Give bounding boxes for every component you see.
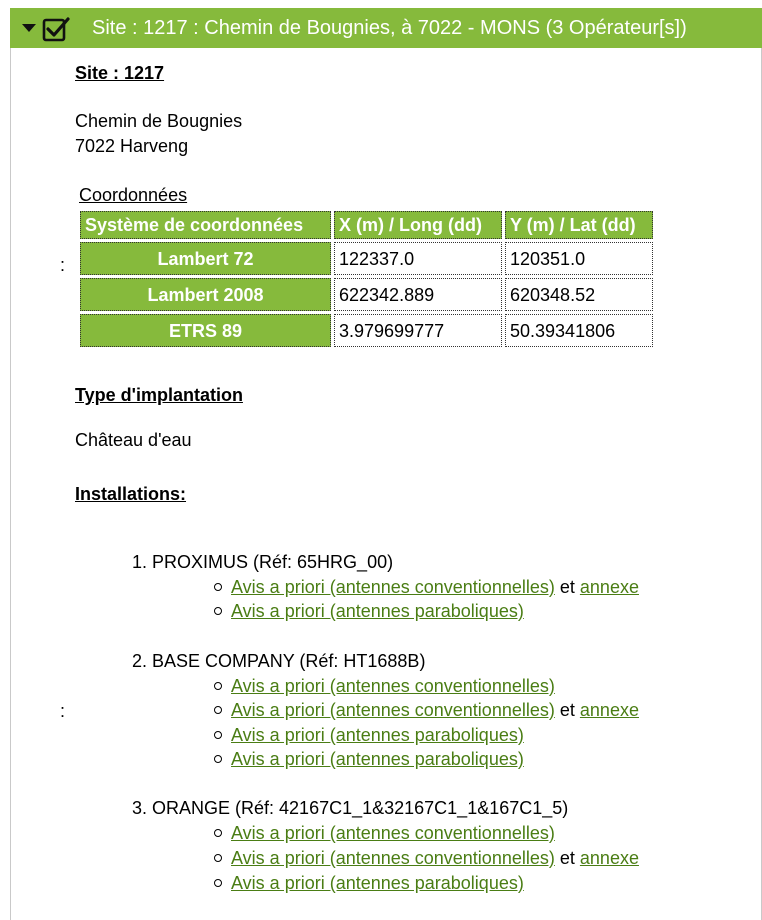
circle-bullet-icon xyxy=(214,854,222,862)
circle-bullet-icon xyxy=(214,755,222,763)
circle-bullet-icon xyxy=(214,829,222,837)
avis-parabolic-link[interactable]: Avis a priori (antennes paraboliques) xyxy=(231,725,524,745)
coordinate-system-label: Lambert 2008 xyxy=(80,278,331,311)
column-header-x: X (m) / Long (dd) xyxy=(334,211,502,239)
document-link-row xyxy=(214,675,555,697)
implantation-value: Château d'eau xyxy=(75,430,192,450)
implantation-heading: Type d'implantation xyxy=(75,385,243,405)
x-value: 122337.0 xyxy=(334,242,502,275)
table-row xyxy=(80,278,653,311)
y-value: 120351.0 xyxy=(505,242,653,275)
installation-item: 1. PROXIMUS (Réf: 65HRG_00) xyxy=(132,552,394,572)
coordinates-caption: Coordonnées xyxy=(79,185,188,205)
avis-conventional-link[interactable]: Avis a priori (antennes conventionnelles) xyxy=(231,700,555,720)
installation-item: 2. BASE COMPANY (Réf: HT1688B) xyxy=(132,651,426,671)
circle-bullet-icon xyxy=(214,682,222,690)
row-marker: : xyxy=(60,701,66,721)
document-link-row xyxy=(214,699,639,721)
avis-conventional-link[interactable]: Avis a priori (antennes conventionnelles) xyxy=(231,848,555,868)
circle-bullet-icon xyxy=(214,879,222,887)
document-link-row xyxy=(214,576,639,598)
circle-bullet-icon xyxy=(214,706,222,714)
conjunction-text: et xyxy=(559,848,575,868)
avis-parabolic-link[interactable]: Avis a priori (antennes paraboliques) xyxy=(231,601,524,621)
site-header-bar[interactable] xyxy=(10,8,762,48)
coordinate-system-label: Lambert 72 xyxy=(80,242,331,275)
table-row xyxy=(80,242,653,275)
coordinate-system-label: ETRS 89 xyxy=(80,314,331,347)
table-row xyxy=(80,314,653,347)
site-heading: Site : 1217 xyxy=(75,63,165,83)
row-marker: : xyxy=(60,255,66,275)
annex-link[interactable]: annexe xyxy=(579,700,639,720)
avis-parabolic-link[interactable]: Avis a priori (antennes paraboliques) xyxy=(231,749,524,769)
avis-conventional-link[interactable]: Avis a priori (antennes conventionnelles) xyxy=(231,676,555,696)
document-link-row xyxy=(214,822,555,844)
address-street: Chemin de Bougnies xyxy=(75,111,243,131)
installations-heading: Installations: xyxy=(75,484,187,504)
y-value: 50.39341806 xyxy=(505,314,653,347)
table-header-row xyxy=(80,211,653,239)
document-link-row xyxy=(214,847,639,869)
avis-conventional-link[interactable]: Avis a priori (antennes conventionnelles) xyxy=(231,577,555,597)
y-value: 620348.52 xyxy=(505,278,653,311)
document-link-row xyxy=(214,872,524,894)
circle-bullet-icon xyxy=(214,607,222,615)
conjunction-text: et xyxy=(559,700,575,720)
annex-link[interactable]: annexe xyxy=(579,848,639,868)
annex-link[interactable]: annexe xyxy=(579,577,639,597)
conjunction-text: et xyxy=(559,577,575,597)
document-link-row xyxy=(214,600,524,622)
checkbox-checked-icon[interactable] xyxy=(42,16,70,42)
address-postal-city: 7022 Harveng xyxy=(75,136,189,156)
site-header-title: Site : 1217 : Chemin de Bougnies, à 7022 - MONS (3 Opérateur[s]) xyxy=(92,17,687,39)
circle-bullet-icon xyxy=(214,583,222,591)
avis-conventional-link[interactable]: Avis a priori (antennes conventionnelles) xyxy=(231,823,555,843)
circle-bullet-icon xyxy=(214,731,222,739)
coordinates-table xyxy=(77,208,656,350)
document-link-row xyxy=(214,748,524,770)
installation-item: 3. ORANGE (Réf: 42167C1_1&32167C1_1&167C1_5) xyxy=(132,798,569,818)
avis-parabolic-link[interactable]: Avis a priori (antennes paraboliques) xyxy=(231,873,524,893)
document-link-row xyxy=(214,724,524,746)
x-value: 3.979699777 xyxy=(334,314,502,347)
x-value: 622342.889 xyxy=(334,278,502,311)
caret-down-icon[interactable] xyxy=(22,24,36,32)
column-header-y: Y (m) / Lat (dd) xyxy=(505,211,653,239)
column-header-system: Système de coordonnées xyxy=(80,211,331,239)
